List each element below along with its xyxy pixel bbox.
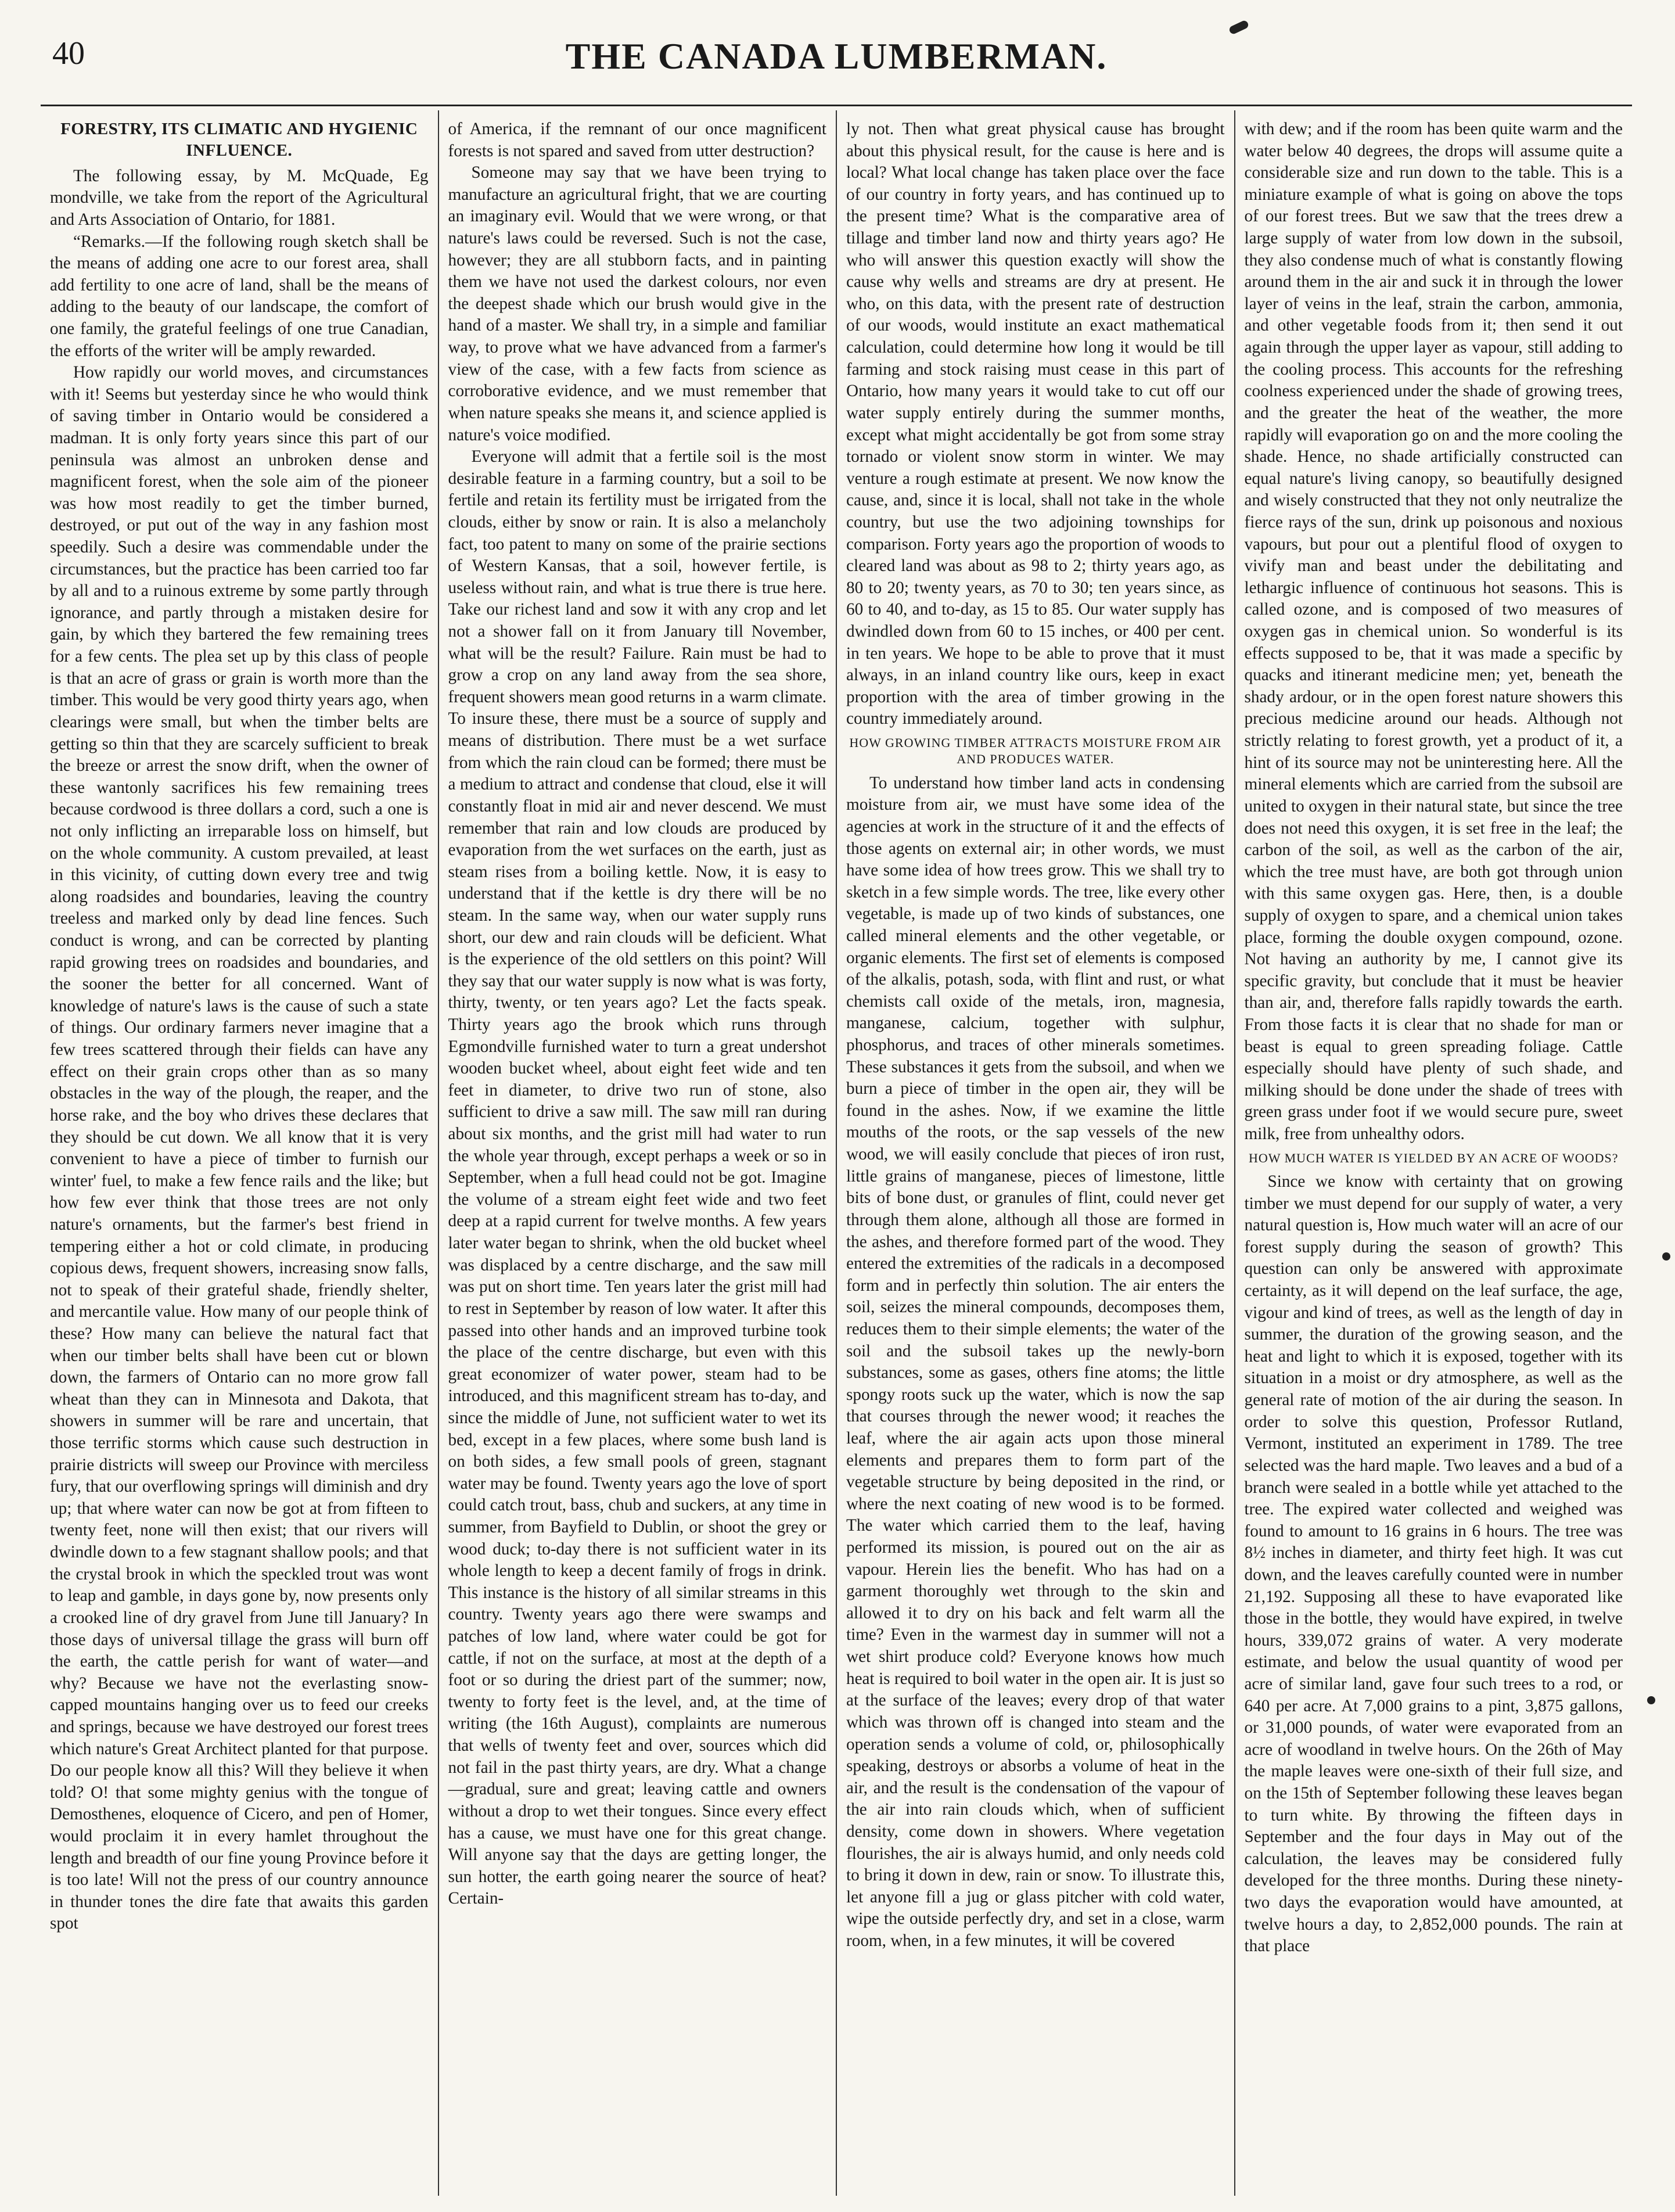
paragraph: ly not. Then what great physical cause has brought about this physical result, for the cause is here and is local? What local change has taken place over the face of our country in forty years, and has continued up to the present time? What is the comparative area of tillage and timber land now and thirty years ago? He who will answer this question exactly will show the cause why wells and streams are dry at present. He who, on this data, with the present rate of destruction of our woods, would institute an exact mathematical calculation, could determine how long it would be till farming and stock raising must cease in this part of Ontario, how many years it would take to cut off our water supply entirely during the summer months, except what might accidentally be got from some stray tornado or violent snow storm in winter. We may venture a rough estimate at present. We now know the cause, and, since it is local, shall not take in the whole country, but use the two adjoining townships for comparison. Forty years ago the proportion of woods to cleared land was about as 98 to 2; thirty years ago, as 80 to 20; twenty years, as 70 to 30; ten years since, as 60 to 40, and to-day, as 15 to 85. Our water supply has dwindled down from 60 to 15 inches, or 400 per cent. in ten years. We hope to be able to prove that it must always, in an inland country like ours, keep in exact proportion with the area of timber growing in the country immediately around. xyxy=(846,120,1225,728)
newspaper-page xyxy=(41,23,1632,2196)
article-headline: FORESTRY, ITS CLIMATIC AND HYGIENIC INFLUENCE. xyxy=(60,120,418,160)
paragraph: Someone may say that we have been trying to manufacture an agricultural fright, that we are courting an imaginary evil. Would that we were wrong, or that nature's laws could be reversed. Such is not the case, however; they are all stubborn facts, and in painting them we have not used the darkest colours, nor even the deepest shade which our brush would give in the hand of a master. We shall try, in a simple and familiar way, to prove what we have advanced from a farmer's view of the case, with a few facts from science as corroborative evidence, and we must remember that when nature speaks she means it, and science applied is nature's voice modified. xyxy=(448,163,826,444)
paragraph: The following essay, by M. McQuade, Eg mondville, we take from the report of the Agricultural and Arts Association of Ontario, for 1881. xyxy=(50,166,429,229)
paragraph: Everyone will admit that a fertile soil is the most desirable feature in a farming country, but a soil to be fertile and retain its fertility must be irrigated from the clouds, either by snow or rain. It is also a melancholy fact, too patent to many on some of the prairie sections of Western Kansas, that a soil, however fertile, is useless without rain, and what is true there is true here. Take our richest land and sow it with any crop and let not a shower fall on it from January till November, what will be the result? Failure. Rain must be had to grow a crop on any land away from the sea shore, frequent showers mean good returns in a warm climate. To insure these, there must be a source of supply and means of distribution. There must be a wet surface from which the rain cloud can be formed; there must be a medium to attract and condense that cloud, else it will constantly float in mid air and never descend. We must remember that rain and low clouds are produced by evaporation from the wet surfaces on the earth, just as steam rises from a boiling kettle. Now, it is easy to understand that if the kettle is dry there will be no steam. In the same way, when our water supply runs short, our dew and rain clouds will be deficient. What is the experience of the old settlers on this point? Will they say that our water supply is now what is was forty, thirty, twenty, or ten years ago? Let the facts speak. Thirty years ago the brook which runs through Egmondville furnished water to turn a great undershot wooden bucket wheel, about eight feet wide and ten feet in diameter, to drive two run of stone, also sufficient to drive a saw mill. The saw mill ran during about six months, and the grist mill had water to run the whole year through, except perhaps a week or so in September, when a full head could not be got. Imagine the volume of a stream eight feet wide and two feet deep at a rapid current for twelve months. A few years later water began to shrink, when the old bucket wheel was displaced by a centre discharge, and the saw mill was put on short time. Ten years later the grist mill had to rest in September by reason of low water. It after this passed into other hands and an improved turbine took the place of the centre discharge, but even with this great economizer of water power, steam had to be introduced, and this magnificent stream has to-day, and since the middle of June, not sufficient water to wet its bed, except in a few places, where some bush land is on both sides, a few small pools of green, stagnant water may be found. Twenty years ago the love of sport could catch trout, bass, chub and suckers, at any time in summer, from Bayfield to Dublin, or shoot the grey or wood duck; to-day there is not sufficient water in its whole length to keep a decent family of frogs in drink. This instance is the history of all similar streams in this country. Twenty years ago there were swamps and patches of low land, where water could be got for cattle, if not on the surface, at most at the depth of a foot or so during the driest part of the summer; now, twenty to forty feet is the level, and, at the time of writing (the 16th August), complaints are numerous that wells of twenty feet and over, sources which did not fail in the past thirty years, are dry. What a change—gradual, sure and great; leaving cattle and owners without a drop to wet their tongues. Since every effect has a cause, we must have one for this great change. Will anyone say that the days are getting longer, the sun hotter, the earth going nearer the source of heat? Certain- xyxy=(448,447,826,1908)
page-number: 40 xyxy=(52,35,85,71)
column-3 xyxy=(837,110,1235,2196)
column-4 xyxy=(1235,110,1633,2196)
column-1 xyxy=(41,110,439,2196)
paragraph: of America, if the remnant of our once magnificent forests is not spared and saved from utter destruction? xyxy=(448,120,826,160)
ink-mark xyxy=(1228,19,1250,35)
paragraph: To understand how timber land acts in condensing moisture from air, we must have some idea of the agencies at work in the structure of it and the effects of those agents on external air; in other words, we must have some idea of how trees grow. This we shall try to sketch in a few simple words. The tree, like every other vegetable, is made up of two kinds of substances, one called mineral elements and the other vegetable, or organic elements. The first set of elements is composed of the alkalis, potash, soda, with flint and rust, or what chemists call oxide of the metals, iron, magnesia, manganese, calcium, together with sulphur, phosphorus, and traces of other minerals sometimes. These substances it gets from the subsoil, and when we burn a piece of timber in the open air, they will be found in the ashes. Now, if we examine the little mouths of the roots, or the sap vessels of the new wood, we will easily conclude that pieces of iron rust, little grains of manganese, pieces of limestone, little bits of bone dust, or granules of flint, could never get through them alone, although all those are formed in the ashes, and therefore formed part of the wood. They entered the extremities of the radicals in a decomposed form and in perfectly thin solution. The air enters the soil, seizes the mineral compounds, decomposes them, reduces them to their simple elements; the water of the soil and the subsoil takes up the newly-born substances, some as gases, others fine atoms; the little spongy roots suck up the water, which is now the sap that courses through the newer wood; it reaches the leaf, where the air again acts upon those mineral elements and prepares them to form part of the vegetable structure by being deposited in the rind, or where the next coating of new wood is to be formed. The water which carried them to the leaf, having performed its mission, is poured out on the air as vapour. Herein lies the benefit. Who has had on a garment thoroughly wet through to the skin and allowed it to dry on his back and felt warm all the time? Even in the warmest day in summer will not a wet shirt produce cold? Everyone knows how much heat is required to boil water in the open air. It is just so at the surface of the leaves; every drop of that water which was thrown off is changed into steam and the operation sends a volume of cold, or, philosophically speaking, destroys or absorbs a volume of heat in the air, and the result is the condensation of the vapour of the air into rain clouds which, when of sufficient density, come down in showers. Where vegetation flourishes, the air is always humid, and only needs cold to bring it down in dew, rain or snow. To illustrate this, let anyone fill a jug or glass pitcher with cold water, wipe the outside perfectly dry, and set in a close, warm room, when, in a few minutes, it will be covered xyxy=(846,773,1225,1951)
ink-dot xyxy=(1662,1252,1670,1261)
article-columns xyxy=(41,110,1632,2196)
column-2 xyxy=(439,110,838,2196)
paragraph: with dew; and if the room has been quite warm and the water below 40 degrees, the drops will assume quite a considerable size and run down to the table. This is a miniature example of what is going on above the tops of our forest trees. But we saw that the trees drew a large supply of water from low down in the subsoil, they also condense much of what is constantly flowing around them in the air and suck it in through the lower layer of veins in the leaf, strain the carbon, ammonia, and other vegetable foods from it; then send it out again through the upper layer as vapour, still adding to the cooling process. This accounts for the refreshing coolness experienced under the shade of growing trees, and the greater the heat of the weather, the more rapidly will evaporation go on and the more cooling the shade. Hence, no shade artificially constructed can equal nature's living canopy, so beautifully designed and wisely constructed that they not only neutralize the fierce rays of the sun, drink up poisonous and noxious vapours, but pour out a plentiful flood of oxygen to vivify man and beast under the debilitating and lethargic influence of continuous hot seasons. This is called ozone, and is composed of two measures of oxygen gas in chemical union. So wonderful is its effects supposed to be, that it was made a specific by quacks and itinerant medicine men; yet, beneath the shady ardour, or in the open forest nature showers this precious medicine around our heads. Although not strictly relating to forest growth, yet a product of it, a hint of its source may not be uninteresting here. All the mineral elements which are carried from the subsoil are united to oxygen in their natural state, but since the tree does not need this oxygen, it is set free in the leaf; the carbon of the soil, as well as the carbon of the air, which the tree must have, are both got through union with this same oxygen gas. Here, then, is a double supply of oxygen to spare, and a chemical union takes place, forming the double oxygen compound, ozone. Not having an authority by me, I cannot give its specific gravity, but conclude that it must be heavier than air, and, therefore falls rapidly towards the earth. From those facts it is clear that no shade for man or beast is equal to green spreading foliage. Cattle especially should have plenty of such shade, and milking should be done under the shade of trees with green grass under foot if we would secure pure, sweet milk, free from unhealthy odors. xyxy=(1244,120,1623,1144)
ink-dot xyxy=(1647,1696,1655,1704)
paragraph: “Remarks.—If the following rough sketch shall be the means of adding one acre to our forest area, shall add fertility to one acre of land, shall be the means of adding to the beauty of our landscape, the comfort of one family, the grateful feelings of one true Canadian, the efforts of the writer will be amply rewarded. xyxy=(50,232,429,360)
section-subhead: HOW MUCH WATER IS YIELDED BY AN ACRE OF WOODS? xyxy=(1248,1150,1619,1165)
section-subhead: HOW GROWING TIMBER ATTRACTS MOISTURE FROM AIR AND PRODUCES WATER. xyxy=(849,735,1222,767)
paragraph: Since we know with certainty that on growing timber we must depend for our supply of water, a very natural question is, How much water will an acre of our forest supply during the season of growth? This question can only be answered with approximate certainty, as it will depend on the leaf surface, the age, vigour and kind of trees, as well as the length of day in summer, the duration of the growing season, and the heat and light to which it is exposed, together with its situation in a moist or dry atmosphere, as well as the general rate of motion of the air during the season. In order to solve this question, Professor Rutland, Vermont, instituted an experiment in 1789. The tree selected was the hard maple. Two leaves and a bud of a branch were sealed in a bottle while yet attached to the tree. The expired water collected and weighed was found to amount to 16 grains in 6 hours. The tree was 8½ inches in diameter, and thirty feet high. It was cut down, and the leaves carefully counted were in number 21,192. Supposing all these to have evaporated like those in the bottle, they would have expired, in twelve hours, 339,072 grains of water. A very moderate estimate, and below the usual quantity of wood per acre of similar land, gave four such trees to a rod, or 640 per acre. At 7,000 grains to a pint, 3,875 gallons, or 31,000 pounds, of water were evaporated from an acre of woodland in twelve hours. On the 26th of May the maple leaves were one-sixth of their full size, and on the 15th of September following these leaves began to turn white. By throwing the fifteen days in September and the four days in May out of the calculation, the leaves may be considered fully developed for the three months. During these ninety-two days the evaporation would have amounted, at twelve hours a day, to 2,852,000 pounds. The rain at that place xyxy=(1244,1172,1623,1956)
paragraph: How rapidly our world moves, and circumstances with it! Seems but yesterday since he who would think of saving timber in Ontario would be considered a madman. It is only forty years since this part of our peninsula was almost an unbroken dense and magnificent forest, when the sole aim of the pioneer was how most readily to get the timber burned, destroyed, or put out of the way in any fashion most speedily. Such a desire was commendable under the circumstances, but the practice has been carried too far by all and to a ruinous extreme by some partly through ignorance, and partly through a mistaken desire for gain, by which they bartered the few remaining trees for a few cents. The plea set up by this class of people is that an acre of grass or grain is worth more than the timber. This would be very good thirty years ago, when clearings were small, but when the timber belts are getting so thin that they are scarcely sufficient to break the breeze or arrest the snow drift, when the owner of these wantonly sacrifices his few remaining trees because cordwood is three dollars a cord, such a one is not only inflicting an irreparable loss on himself, but on the whole community. A custom prevailed, at least in this vicinity, of cutting down every tree and twig along roadsides and boundaries, leaving the country treeless and marked only by dead line fences. Such conduct is wrong, and can be corrected by planting rapid growing trees on roadsides and boundaries, and the sooner the better for all concerned. Want of knowledge of nature's laws is the cause of such a state of things. Our ordinary farmers never imagine that a few trees scattered through their fields can have any effect on their grain crops other than as so many obstacles in the way of the plough, the reaper, and the horse rake, and the boy who drives these declares that they should be cut down. We all know that it is very convenient to have a piece of timber to furnish our winter' fuel, to make a few fence rails and the like; but how few ever think that those trees are not only nature's ornaments, but the farmer's best friend in tempering either a hot or cold climate, in producing copious dews, frequent showers, increasing snow falls, not to speak of their grateful shade, friendly shelter, and mercantile value. How many of our people think of these? How many can believe the natural fact that when our timber belts shall have been cut or blown down, the farmers of Ontario can no more grow fall wheat than they can in Minnesota and Dakota, that showers in summer will be rare and uncertain, that those terrific storms which cause such destruction in prairie districts will sweep our Province with merciless fury, that our overflowing springs will diminish and dry up; that where water can now be got at from fifteen to twenty feet, none will then exist; that our rivers will dwindle down to a few stagnant shallow pools; and that the crystal brook in which the speckled trout was wont to leap and gamble, in days gone by, now presents only a crooked line of dry gravel from June till January? In those days of universal tillage the grass will burn off the earth, the cattle perish for want of water—and why? Because we have not the everlasting snow-capped mountains hanging over us to feed our creeks and springs, because we have destroyed our forest trees which nature's Great Architect planted for that purpose. Do our people know all this? Will they believe it when told? O! that some mighty genius with the tongue of Demosthenes, eloquence of Cicero, and pen of Homer, would proclaim it in every hamlet throughout the length and breadth of our fine young Province before it is too late! Will not the press of our country announce in thunder tones the dire fate that awaits this garden spot xyxy=(50,363,429,1933)
page-header xyxy=(41,23,1632,106)
masthead: THE CANADA LUMBERMAN. xyxy=(565,35,1108,77)
